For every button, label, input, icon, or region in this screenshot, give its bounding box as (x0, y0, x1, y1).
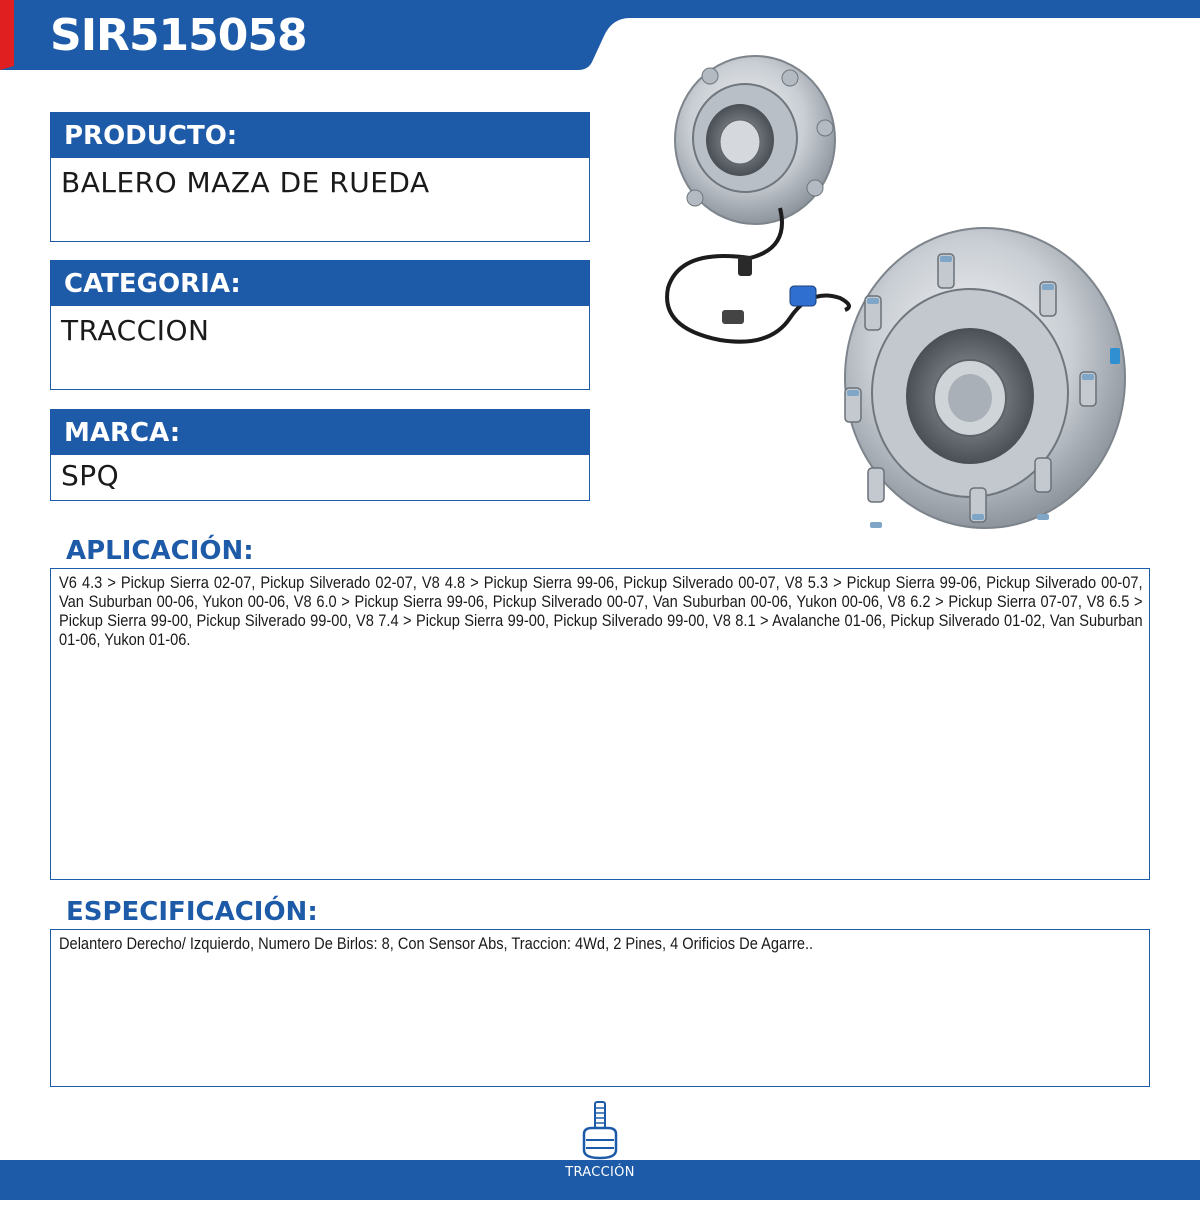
aplicacion-title: APLICACIÓN: (66, 536, 254, 566)
product-sku: SIR515058 (50, 10, 307, 61)
field-producto-value: BALERO MAZA DE RUEDA (50, 158, 590, 242)
field-producto-label: PRODUCTO: (50, 112, 590, 158)
footer-traccion-label: TRACCIÓN (565, 1165, 635, 1180)
field-marca-label: MARCA: (50, 409, 590, 455)
hub-front-icon (845, 228, 1125, 528)
field-marca (50, 409, 590, 501)
field-categoria-value: TRACCION (50, 306, 590, 390)
aplicacion-box (50, 568, 1150, 880)
product-image (640, 48, 1160, 538)
cv-joint-icon (578, 1100, 622, 1162)
especificacion-box (50, 929, 1150, 1087)
especificacion-text: Delantero Derecho/ Izquierdo, Numero De Birlos: 8, Con Sensor Abs, Traccion: 4Wd, 2 Pines, 4 Orificios De Agarre.. (59, 934, 814, 953)
field-producto (50, 112, 590, 242)
field-marca-value: SPQ (50, 455, 590, 501)
hub-back-icon (675, 56, 835, 224)
especificacion-title: ESPECIFICACIÓN: (66, 897, 318, 927)
field-categoria (50, 260, 590, 390)
aplicacion-text: V6 4.3 > Pickup Sierra 02-07, Pickup Silverado 02-07, V8 4.8 > Pickup Sierra 99-06, Pickup Silverado 00-07, V8 5.3 > Pickup Sierra 99-06, Pickup Silverado 00-07, Van Suburban 00-06, Yukon 00-06, V8 6.0 > Pickup Sierra 99-06, Pickup Silverado 00-07, Van Suburban 00-06, Yukon 00-06, V8 6.2 > Pickup Sierra 07-07, V8 6.5 > Pickup Sierra 99-00, Pickup Silverado 99-00, V8 7.4 > Pickup Sierra 99-00, Pickup Silverado 99-00, V8 8.1 > Avalanche 01-06, Pickup Silverado 01-02, Van Suburban 01-06, Yukon 01-06. (59, 573, 1143, 649)
field-categoria-label: CATEGORIA: (50, 260, 590, 306)
